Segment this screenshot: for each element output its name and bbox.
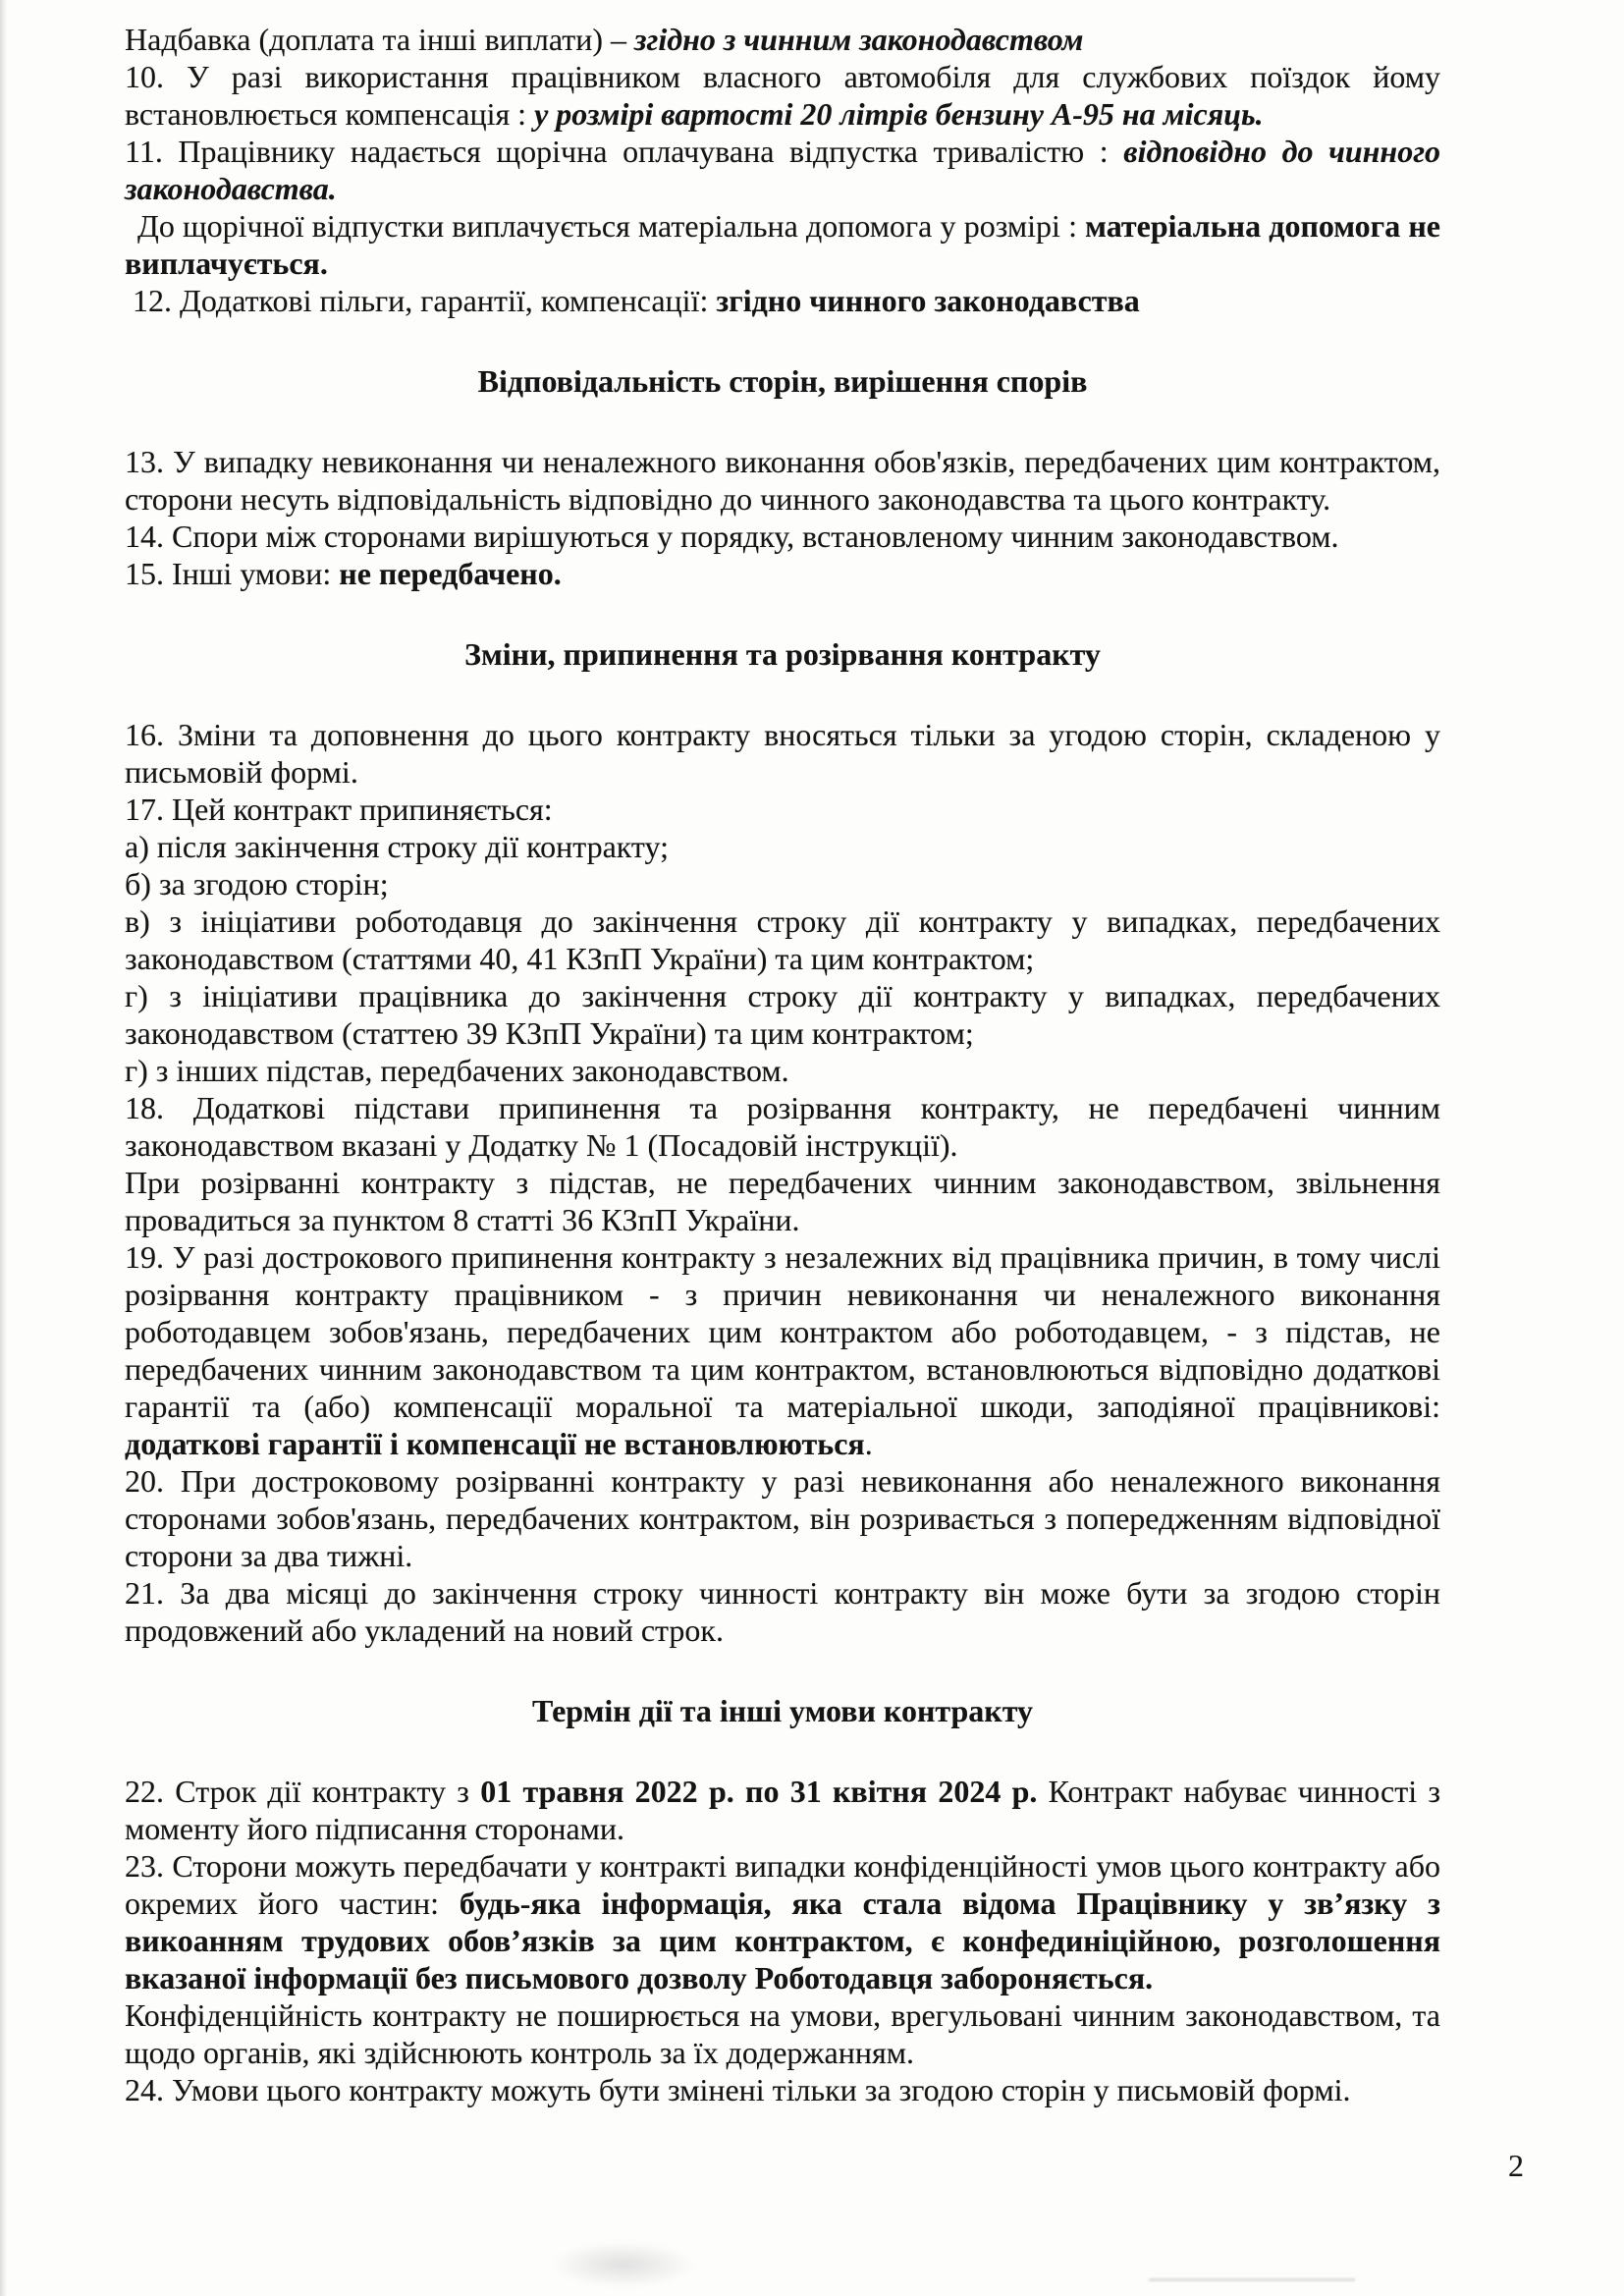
regular-text: 20. При достроковому розірванні контракту у разі невиконання або неналежного виконання сторонами зобов'язань, передбачених контрактом, він розривається з попередженням відповідної сторони за два тижні. [125,1463,1440,1573]
regular-text: 12. Додаткові пільги, гарантії, компенсації: [133,283,717,318]
contract-paragraph [125,828,1440,865]
bold-text: Термін дії та інші умови контракту [531,1693,1034,1728]
regular-text: 13. У випадку невиконання чи неналежного виконання обов'язків, передбачених цим контрактом, сторони несуть відповідальність відповідно до чинного законодавства та цього контракту. [125,444,1440,517]
scan-streak-artifact [1149,2278,1355,2281]
contract-paragraph [125,1462,1440,1574]
contract-paragraph [125,2071,1440,2108]
regular-text: 11. Працівнику надається щорічна оплачувана відпустка тривалістю : [125,134,1124,169]
contract-paragraph [125,443,1440,518]
bold-text: Зміни, припинення та розірвання контракту [464,636,1101,672]
regular-text: 15. Інші умови: [125,556,340,591]
regular-text: При розірванні контракту з підстав, не передбачених чинним законодавством, звільнення провадиться за пунктом 8 статті 36 КЗпП України. [125,1165,1440,1237]
bold-text: додаткові гарантії і компенсації не встановлюються [125,1426,865,1461]
regular-text: . [864,1426,873,1461]
scan-smudge-artifact [550,2241,697,2288]
regular-text: в) з ініціативи роботодавця до закінчення строку дії контракту у випадках, передбачених законодавством (статтями 40, 41 КЗпП України) та цим контрактом; [125,903,1440,976]
regular-text: Конфіденційність контракту не поширюється на умови, врегульовані чинним законодавством, та щодо органів, які здійснюють контроль за їх додержанням. [125,1997,1440,2070]
contract-paragraph [125,716,1440,791]
contract-paragraph [125,1089,1440,1164]
regular-text: Контракт набуває чинності з моменту його підписання сторонами. [125,1774,1441,1846]
contract-paragraph [125,1996,1440,2071]
regular-text: Надбавка (доплата та інші виплати) – [125,22,635,57]
regular-text: 14. Спори між сторонами вирішуються у порядку, встановленому чинним законодавством. [125,519,1339,554]
regular-text: 24. Умови цього контракту можуть бути змінені тільки за згодою сторін у письмовій формі. [125,2072,1351,2107]
bold-italic-text: відповідно до чинного законодавства. [125,134,1441,206]
bold-text: 01 травня 2022 р. по 31 квітня 2024 р. [480,1774,1038,1809]
bold-text: Відповідальність сторін, вирішення спорів [477,363,1088,399]
contract-paragraph [125,1773,1440,1847]
contract-paragraph [125,133,1440,207]
bold-text: згідно чинного законодавства [716,283,1140,318]
contract-paragraph [125,1164,1440,1238]
contract-paragraph [125,518,1440,555]
regular-text: а) після закінчення строку дії контракту; [125,829,669,864]
regular-text: 18. Додаткові підстави припинення та розірвання контракту, не передбачені чинним законодавством вказані у Додатку № 1 (Посадовій інструкції). [125,1090,1440,1163]
regular-text: 23. Сторони можуть передбачати у контракті випадки конфіденційності умов цього контракту або окремих його частин: [125,1848,1440,1921]
regular-text: б) за згодою сторін; [125,866,389,902]
contract-paragraph [125,555,1440,592]
regular-text: г) з інших підстав, передбачених законодавством. [125,1053,789,1088]
contract-paragraph [125,282,1440,319]
page-number: 2 [1508,2148,1524,2183]
section-heading [125,1692,1440,1729]
scan-edge-artifact [0,0,7,2296]
bold-text: не передбачено. [339,556,562,591]
contract-paragraph [125,1574,1440,1649]
contract-paragraph [125,21,1440,58]
contract-paragraph [125,1052,1440,1089]
regular-text: 10. У разі використання працівником власного автомобіля для службових поїздок йому встановлюється компенсація : [125,59,1440,132]
bold-italic-text: згідно з чинним законодавством [634,22,1084,57]
bold-text: матеріальна допомога не виплачується. [125,208,1441,281]
regular-text: До щорічної відпустки виплачується матеріальна допомога у розмірі : [137,208,1086,244]
contract-paragraph [125,977,1440,1052]
regular-text: 19. У разі дострокового припинення контракту з незалежних від працівника причин, в тому числі розірвання контракту працівником - з причин невиконання чи неналежного виконання роботодавцем зобов'язань, передбачених цим контрактом або роботодавцем, - з підстав, не передбачених чинним законодавством та цим контрактом, встановлюються відповідно додаткові гарантії та (або) компенсації моральної та матеріальної шкоди, заподіяної працівникові: [125,1239,1440,1424]
contract-paragraph [125,207,1440,282]
regular-text: г) з ініціативи працівника до закінчення строку дії контракту у випадках, передбачених законодавством (статтею 39 КЗпП України) та цим контрактом; [125,978,1440,1051]
contract-paragraph [125,791,1440,828]
regular-text: 21. За два місяці до закінчення строку чинності контракту він може бути за згодою сторін продовжений або укладений на новий строк. [125,1575,1440,1648]
regular-text: 22. Строк дії контракту з [125,1774,481,1809]
section-heading [125,362,1440,400]
contract-paragraph [125,58,1440,133]
contract-paragraph [125,902,1440,977]
bold-text: будь-яка інформація, яка стала відома Працівнику у зв’язку з викоанням трудових обов’язків за цим контрактом, є конфединіційною, розголошення вказаної інформації без письмового дозволу Роботодавця забороняється. [125,1886,1441,1995]
regular-text: 16. Зміни та доповнення до цього контракту вносяться тільки за угодою сторін, складеною у письмовій формі. [125,717,1440,790]
contract-paragraph [125,1847,1440,1996]
regular-text: 17. Цей контракт припиняється: [125,792,553,827]
contract-paragraph [125,1238,1440,1462]
contract-body [125,21,1440,2108]
contract-paragraph [125,865,1440,902]
bold-italic-text: у розмірі вартості 20 літрів бензину А-95 на місяць. [534,96,1264,132]
section-heading [125,635,1440,673]
